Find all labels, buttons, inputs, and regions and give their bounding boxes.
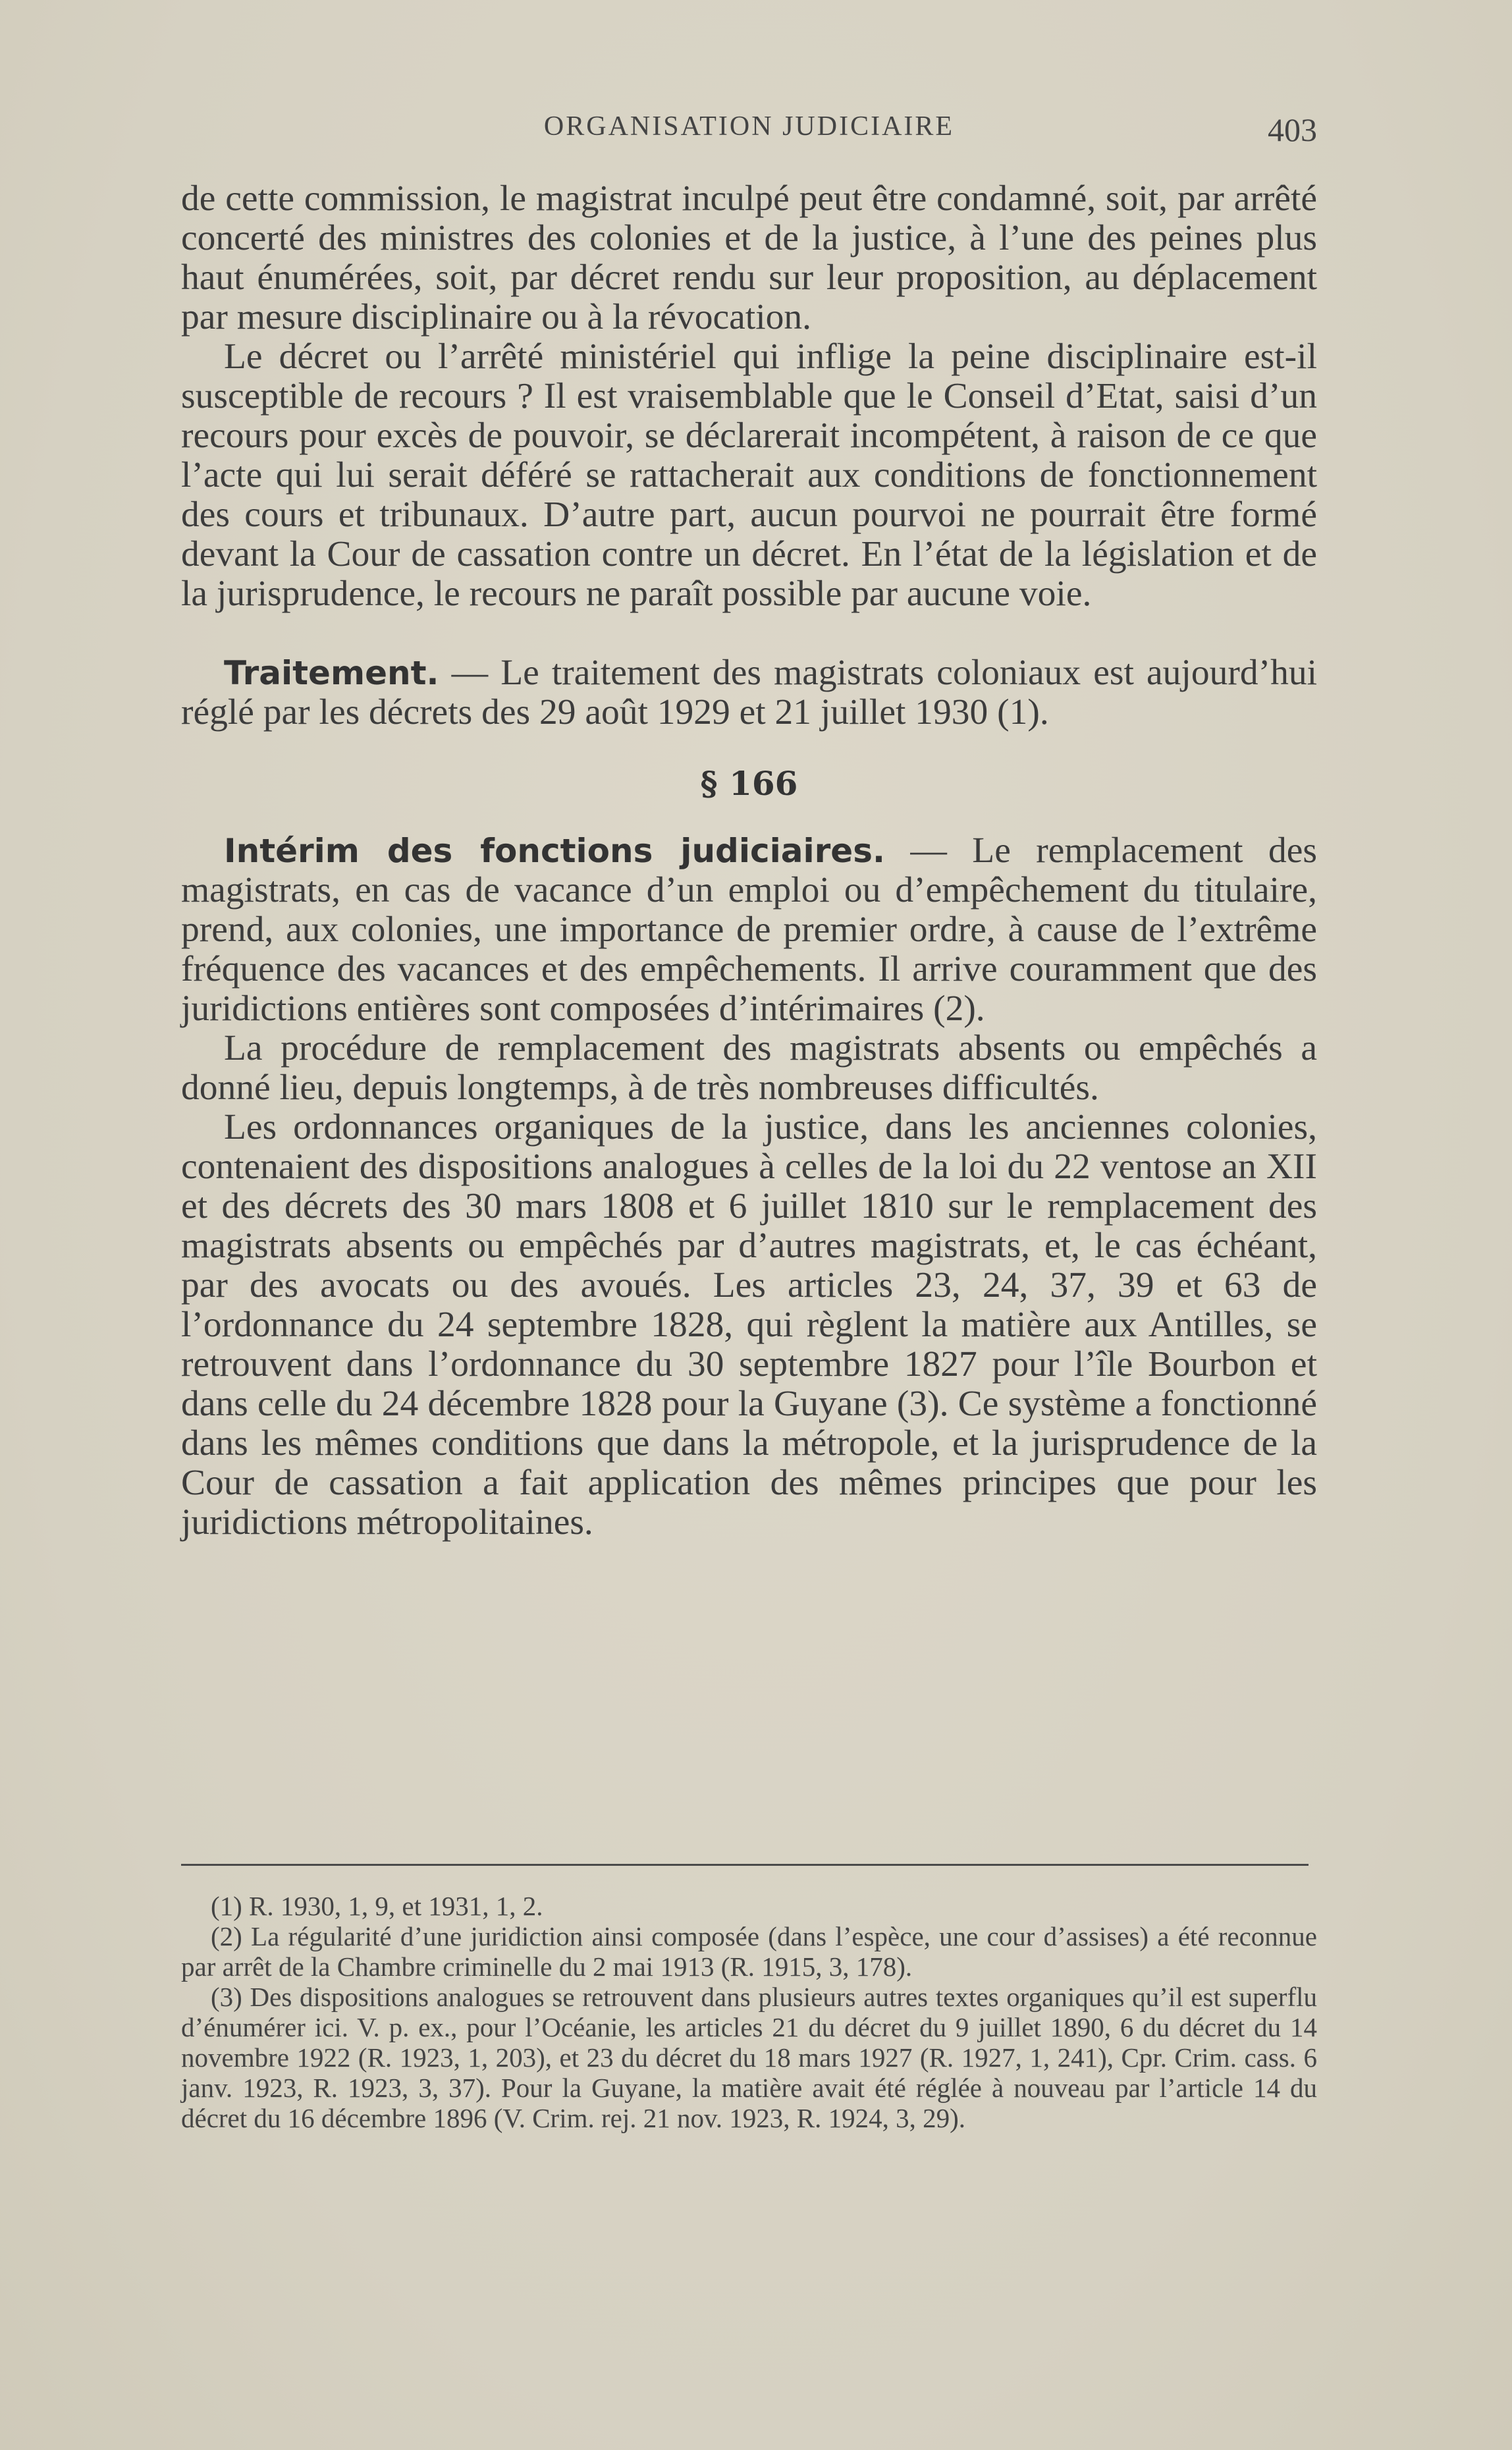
paragraph-interim <box>181 831 1317 1029</box>
paragraph-traitement <box>181 653 1317 732</box>
paragraph-continuation: de cette commission, le magistrat inculpé peut être condamné, soit, par arrêté concerté des ministres des colonies et de la justice, à l’une des peines plus haut énumérées, soit, par décret rendu sur leur proposition, au déplacement par mesure disciplinaire ou à la révocation. <box>181 178 1317 337</box>
traitement-text: — Le traitement des magistrats coloniaux est aujourd’hui réglé par les décrets des 29 août 1929 et 21 juillet 1930 (1). <box>181 653 1317 732</box>
footnotes <box>181 1891 1317 2133</box>
interim-text: — Le remplacement des magistrats, en cas de vacance d’un emploi ou d’empêchement du titulaire, prend, aux colonies, une importance de premier ordre, à cause de l’extrême fréquence des vacances et des empêchements. Il arrive couramment que des juridictions entières sont composées d’intérimaires (2). <box>181 830 1317 1029</box>
running-title: ORGANISATION JUDICIAIRE <box>543 111 955 142</box>
traitement-heading: Traitement. <box>224 654 439 692</box>
footnote-1: (1) R. 1930, 1, 9, et 1931, 1, 2. <box>211 1891 543 1921</box>
interim-heading: Intérim des fonctions judiciaires. <box>224 832 885 870</box>
footnote-divider <box>181 1864 1309 1866</box>
body-text <box>181 179 1317 1542</box>
footnote-2: (2) La régularité d’une juridiction ainsi composée (dans l’espèce, une cour d’assises) a été reconnue par arrêt de la Chambre criminelle du 2 mai 1913 (R. 1915, 3, 178). <box>181 1921 1317 1982</box>
paragraph-ordonnances: Les ordonnances organiques de la justice, dans les anciennes colonies, contenaient des dispositions analogues à celles de la loi du 22 ventose an XII et des décrets des 30 mars 1808 et 6 juillet 1810 sur le remplacement des magistrats absents ou empêchés par d’autres magistrats, et, le cas échéant, par des avocats ou des avoués. Les articles 23, 24, 37, 39 et 63 de l’ordonnance du 24 septembre 1828, qui règlent la matière aux Antilles, se retrouvent dans l’ordonnance du 30 septembre 1827 pour l’île Bourbon et dans celle du 24 décembre 1828 pour la Guyane (3). Ce système a fonctionné dans les mêmes conditions que dans la métropole, et la jurisprudence de la Cour de cassation a fait application des mêmes principes que pour les juridictions métropolitaines. <box>181 1107 1317 1542</box>
footnote-3: (3) Des dispositions analogues se retrouvent dans plusieurs autres textes organiques qu’il est superflu d’énumérer ici. V. p. ex., pour l’Océanie, les articles 21 du décret du 9 juillet 1890, 6 du décret du 14 novembre 1922 (R. 1923, 1, 203), et 23 du décret du 18 mars 1927 (R. 1927, 1, 241), Cpr. Crim. cass. 6 janv. 1923, R. 1923, 3, 37). Pour la Guyane, la matière avait été réglée à nouveau par l’article 14 du décret du 16 décembre 1896 (V. Crim. rej. 21 nov. 1923, R. 1924, 3, 29). <box>181 1982 1317 2133</box>
page-number: 403 <box>1268 111 1317 148</box>
running-head <box>181 111 1317 157</box>
paragraph-procedure: La procédure de remplacement des magistrats absents ou empêchés a donné lieu, depuis longtemps, à de très nombreuses difficultés. <box>181 1028 1317 1108</box>
section-heading: § 166 <box>700 764 798 803</box>
paragraph-recours: Le décret ou l’arrêté ministériel qui inflige la peine disciplinaire est-il susceptible de recours ? Il est vraisemblable que le Conseil d’Etat, saisi d’un recours pour excès de pouvoir, se déclarerait incompétent, à raison de ce que l’acte qui lui serait déféré se rattacherait aux conditions de fonctionnement des cours et tribunaux. D’autre part, aucun pourvoi ne pourrait être formé devant la Cour de cassation contre un décret. En l’état de la législation et de la jurisprudence, le recours ne paraît possible par aucune voie. <box>181 337 1317 614</box>
